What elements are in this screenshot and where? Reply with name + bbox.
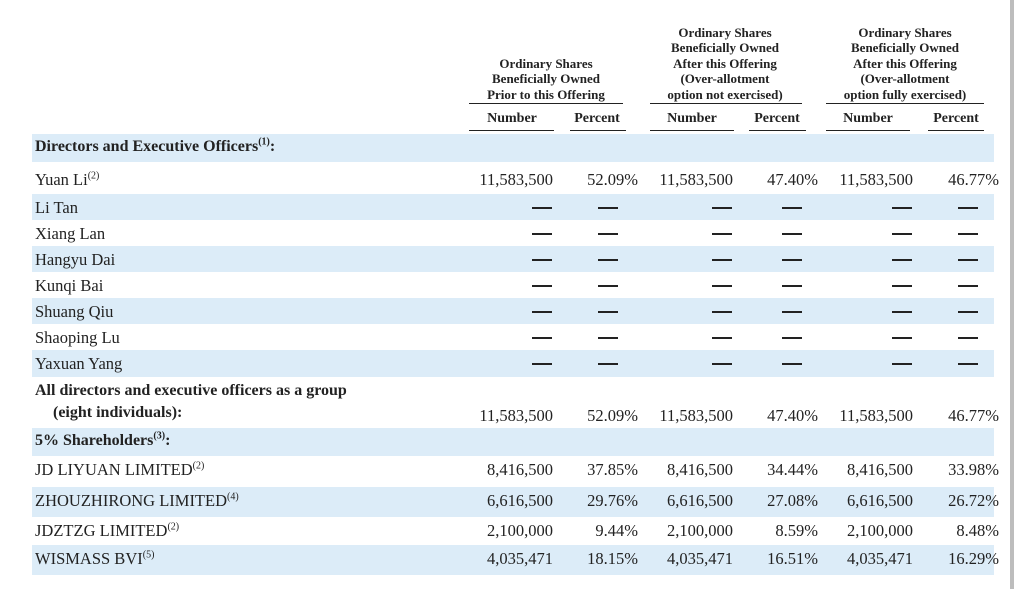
row-label-line: All directors and executive officers as a group xyxy=(35,382,347,399)
footnote-marker: (2) xyxy=(167,521,180,533)
row-label-text: Li Tan xyxy=(35,198,78,217)
header-number-prior: Number xyxy=(487,111,537,126)
percent-cell: 26.72% xyxy=(948,491,999,510)
number-cell: 11,583,500 xyxy=(479,170,553,189)
percent-cell: 52.09% xyxy=(587,406,638,425)
dash-cell xyxy=(598,311,618,313)
dash-cell xyxy=(782,311,802,313)
row-label-5-shareholders xyxy=(35,432,170,450)
dash-cell xyxy=(892,363,912,365)
table-row xyxy=(0,166,1014,194)
dash-cell xyxy=(958,337,978,339)
percent-cell: 18.15% xyxy=(587,549,638,568)
row-label-text: Kunqi Bai xyxy=(35,276,104,295)
section-row xyxy=(0,134,1014,162)
scrollbar-track[interactable] xyxy=(1010,0,1014,589)
row-label-zhouzhirong-limited xyxy=(35,491,239,511)
row-label-wismass-bvi xyxy=(35,549,154,569)
number-cell: 11,583,500 xyxy=(659,170,733,189)
dash-cell xyxy=(958,259,978,261)
section-row xyxy=(0,428,1014,456)
dash-cell xyxy=(598,337,618,339)
table-row xyxy=(0,194,1014,220)
dash-cell xyxy=(532,337,552,339)
dash-cell xyxy=(532,233,552,235)
footnote-marker: (1) xyxy=(258,136,270,148)
row-label-jd-liyuan-limited xyxy=(35,460,204,480)
number-cell: 8,416,500 xyxy=(667,460,733,479)
footnote-marker: (2) xyxy=(87,170,100,182)
row-label-text: ZHOUZHIRONG LIMITED xyxy=(35,491,228,510)
header-percent-not-exercised: Percent xyxy=(754,111,800,126)
row-label-text: Yaxuan Yang xyxy=(35,354,123,373)
dash-cell xyxy=(782,337,802,339)
number-cell: 4,035,471 xyxy=(847,549,913,568)
table-row xyxy=(0,487,1014,517)
dash-cell xyxy=(782,207,802,209)
dash-cell xyxy=(958,233,978,235)
percent-cell: 27.08% xyxy=(767,491,818,510)
table-row xyxy=(0,377,1014,428)
scrollbar-thumb[interactable] xyxy=(1010,0,1014,589)
row-shading xyxy=(32,194,994,220)
percent-cell: 46.77% xyxy=(948,406,999,425)
column-group-after-offering-not-exercised: Ordinary Shares Beneficially Owned After this Offering (Over-allotment option not exercised) xyxy=(667,24,783,102)
number-cell: 8,416,500 xyxy=(847,460,913,479)
table-row xyxy=(0,545,1014,575)
row-label-suffix: : xyxy=(165,432,171,449)
dash-cell xyxy=(782,233,802,235)
sub-rule xyxy=(928,130,984,131)
row-label-directors-and-executive-officers xyxy=(35,138,275,156)
header-percent-prior: Percent xyxy=(574,111,620,126)
table-row xyxy=(0,246,1014,272)
footnote-marker: (2) xyxy=(192,460,205,472)
row-label-line: (eight individuals): xyxy=(53,404,183,421)
header-number-fully-exercised: Number xyxy=(843,111,893,126)
number-cell: 4,035,471 xyxy=(667,549,733,568)
dash-cell xyxy=(892,337,912,339)
sub-rule xyxy=(469,130,554,131)
row-label-shaoping-lu xyxy=(35,328,120,348)
row-label-kunqi-bai xyxy=(35,276,103,296)
dash-cell xyxy=(532,311,552,313)
dash-cell xyxy=(532,285,552,287)
row-label-text: WISMASS BVI xyxy=(35,549,143,568)
number-cell: 6,616,500 xyxy=(847,491,913,510)
number-cell: 2,100,000 xyxy=(487,521,553,540)
dash-cell xyxy=(598,233,618,235)
dash-cell xyxy=(712,207,732,209)
row-label-suffix: : xyxy=(269,138,276,155)
dash-cell xyxy=(892,233,912,235)
row-label-text: Xiang Lan xyxy=(35,224,106,243)
row-label-yuan-li xyxy=(35,170,99,190)
number-cell: 4,035,471 xyxy=(487,549,553,568)
sub-rule xyxy=(570,130,626,131)
number-cell: 6,616,500 xyxy=(667,491,733,510)
row-label-jdztzg-limited xyxy=(35,521,179,541)
row-label-xiang-lan xyxy=(35,224,105,244)
dash-cell xyxy=(532,363,552,365)
sub-rule xyxy=(749,130,806,131)
percent-cell: 16.51% xyxy=(767,549,818,568)
row-label-li-tan xyxy=(35,198,78,218)
table-row xyxy=(0,324,1014,350)
dash-cell xyxy=(598,259,618,261)
dash-cell xyxy=(892,207,912,209)
row-shading xyxy=(32,298,994,324)
row-label-text: Yuan Li xyxy=(35,170,88,189)
footnote-marker: (4) xyxy=(227,491,239,503)
dash-cell xyxy=(598,207,618,209)
row-label-shuang-qiu xyxy=(35,302,113,322)
group-rule-fully-exercised xyxy=(826,103,984,104)
dash-cell xyxy=(958,311,978,313)
percent-cell: 33.98% xyxy=(948,460,999,479)
dash-cell xyxy=(782,259,802,261)
dash-cell xyxy=(782,363,802,365)
row-label-text: 5% Shareholders xyxy=(35,432,154,449)
percent-cell: 37.85% xyxy=(587,460,638,479)
dash-cell xyxy=(958,207,978,209)
table-row xyxy=(0,298,1014,324)
row-label-hangyu-dai xyxy=(35,250,115,270)
dash-cell xyxy=(712,233,732,235)
header-number-not-exercised: Number xyxy=(667,111,717,126)
row-label-text: JDZTZG LIMITED xyxy=(35,521,168,540)
sub-rule xyxy=(826,130,910,131)
number-cell: 11,583,500 xyxy=(839,406,913,425)
dash-cell xyxy=(712,285,732,287)
dash-cell xyxy=(598,285,618,287)
row-shading xyxy=(32,350,994,377)
table-row xyxy=(0,350,1014,377)
row-label-text: Hangyu Dai xyxy=(35,250,116,269)
percent-cell: 47.40% xyxy=(767,406,818,425)
row-label-text: Directors and Executive Officers xyxy=(35,138,259,155)
row-label-text: Shaoping Lu xyxy=(35,328,120,347)
percent-cell: 8.59% xyxy=(775,521,818,540)
percent-cell: 9.44% xyxy=(595,521,638,540)
row-shading xyxy=(32,428,994,456)
percent-cell: 46.77% xyxy=(948,170,999,189)
percent-cell: 34.44% xyxy=(767,460,818,479)
number-cell: 11,583,500 xyxy=(839,170,913,189)
dash-cell xyxy=(712,259,732,261)
dash-cell xyxy=(532,207,552,209)
dash-cell xyxy=(532,259,552,261)
table-row xyxy=(0,517,1014,545)
column-group-after-offering-fully-exercised: Ordinary Shares Beneficially Owned After this Offering (Over-allotment option fully exercised) xyxy=(843,24,967,102)
dash-cell xyxy=(958,363,978,365)
dash-cell xyxy=(892,311,912,313)
row-label-yaxuan-yang xyxy=(35,354,122,374)
footnote-marker: (5) xyxy=(142,549,155,561)
number-cell: 2,100,000 xyxy=(667,521,733,540)
percent-cell: 52.09% xyxy=(587,170,638,189)
row-label-text: JD LIYUAN LIMITED xyxy=(35,460,193,479)
number-cell: 2,100,000 xyxy=(847,521,913,540)
number-cell: 11,583,500 xyxy=(479,406,553,425)
percent-cell: 8.48% xyxy=(956,521,999,540)
group-rule-prior xyxy=(469,103,623,104)
column-group-prior-offering: Ordinary Shares Beneficially Owned Prior to this Offering xyxy=(487,55,605,102)
header-percent-fully-exercised: Percent xyxy=(933,111,979,126)
group-rule-not-exercised xyxy=(650,103,802,104)
percent-cell: 47.40% xyxy=(767,170,818,189)
number-cell: 6,616,500 xyxy=(487,491,553,510)
table-row xyxy=(0,456,1014,487)
number-cell: 11,583,500 xyxy=(659,406,733,425)
row-shading xyxy=(32,246,994,272)
dash-cell xyxy=(598,363,618,365)
dash-cell xyxy=(892,259,912,261)
table-row xyxy=(0,220,1014,246)
table-header xyxy=(0,0,1014,135)
dash-cell xyxy=(782,285,802,287)
dash-cell xyxy=(712,363,732,365)
percent-cell: 29.76% xyxy=(587,491,638,510)
dash-cell xyxy=(712,337,732,339)
footnote-marker: (3) xyxy=(153,430,166,442)
table-row xyxy=(0,272,1014,298)
row-label-text: Shuang Qiu xyxy=(35,302,114,321)
sub-rule xyxy=(650,130,734,131)
dash-cell xyxy=(958,285,978,287)
percent-cell: 16.29% xyxy=(948,549,999,568)
number-cell: 8,416,500 xyxy=(487,460,553,479)
dash-cell xyxy=(892,285,912,287)
dash-cell xyxy=(712,311,732,313)
row-label xyxy=(35,380,347,424)
